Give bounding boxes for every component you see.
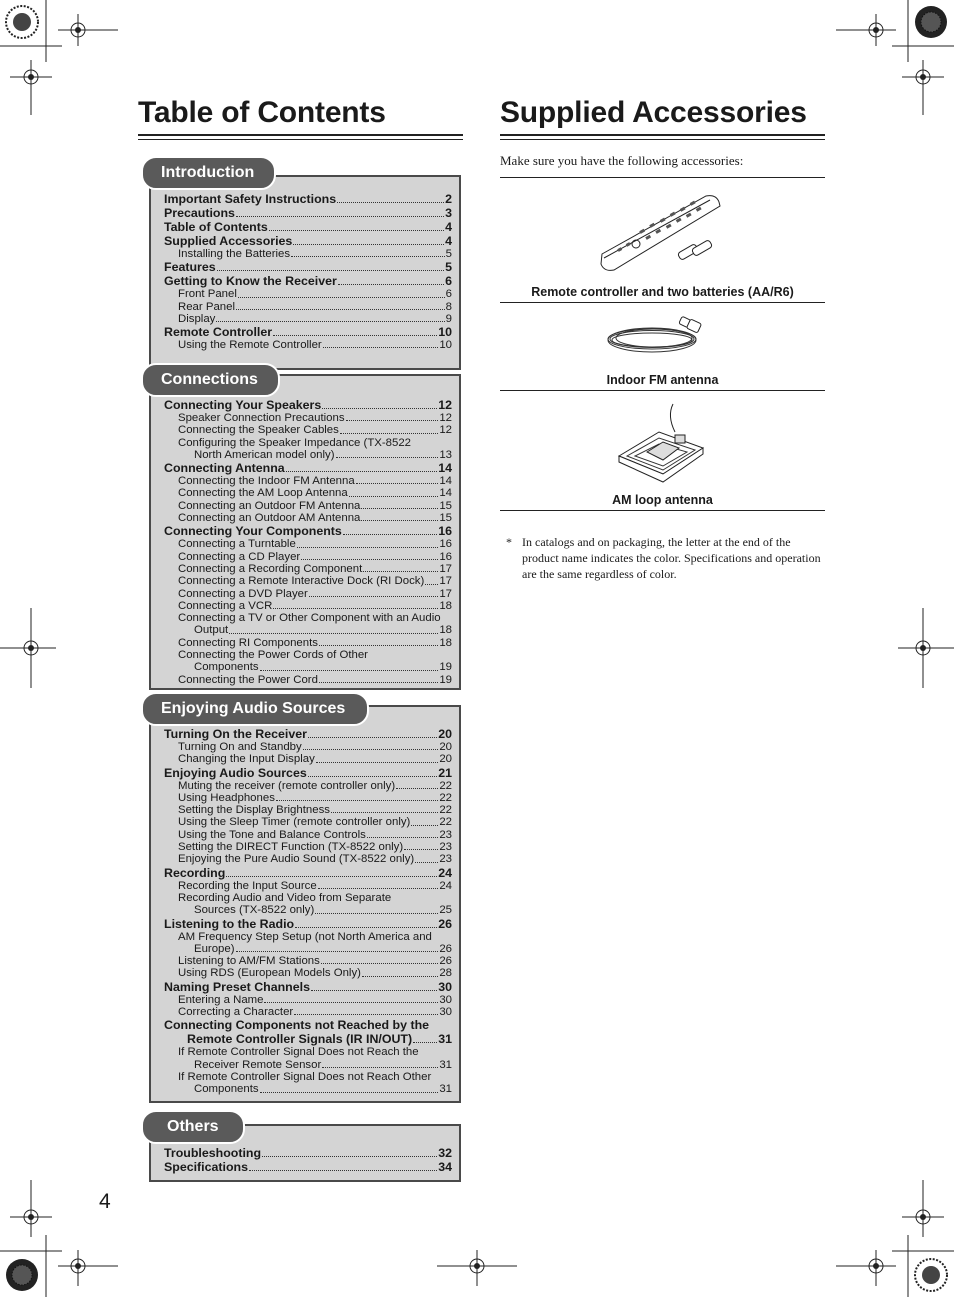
- toc-entry[interactable]: [164, 487, 452, 499]
- toc-entry-title: Connecting Your Speakers: [164, 398, 322, 412]
- toc-entry-title: Turning On the Receiver: [164, 727, 307, 741]
- toc-entry[interactable]: [164, 727, 452, 741]
- toc-entry-page: 5: [445, 248, 452, 260]
- toc-entry-title: Recording: [164, 865, 226, 880]
- toc-entry[interactable]: [164, 1071, 452, 1083]
- toc-entry-title: Muting the receiver (remote controller only): [178, 779, 396, 792]
- divider: [500, 390, 825, 391]
- toc-entry-title: Using the Tone and Balance Controls: [178, 828, 366, 841]
- dot-leader: [411, 825, 438, 826]
- toc-entry-title: Connecting Antenna: [164, 461, 285, 476]
- dot-leader: [361, 508, 438, 509]
- dot-leader: [260, 670, 439, 671]
- toc-entry-title: Connecting an Outdoor AM Antenna: [178, 512, 361, 525]
- toc-entry-title: Connecting Your Components: [164, 524, 342, 539]
- toc-entry-title: Using RDS (European Models Only): [178, 967, 361, 980]
- dot-leader: [260, 1092, 439, 1093]
- toc-entry-page: 5: [445, 260, 452, 275]
- toc-entry[interactable]: [164, 1059, 452, 1071]
- toc-entry-title: Connecting a Remote Interactive Dock (RI Dock): [178, 575, 425, 588]
- toc-entry[interactable]: [164, 1032, 452, 1046]
- dot-leader: [273, 335, 437, 336]
- toc-entry[interactable]: [164, 943, 452, 955]
- dot-leader: [346, 420, 439, 421]
- toc-entry-title: Supplied Accessories: [164, 234, 293, 248]
- crosshair-icon: [0, 14, 954, 1286]
- toc-entry-page: 31: [438, 1032, 452, 1047]
- toc-entry-page: 4: [445, 220, 452, 234]
- toc-entry[interactable]: [164, 841, 452, 853]
- toc-entry[interactable]: [164, 234, 452, 248]
- toc-entry[interactable]: [164, 248, 452, 260]
- toc-entry-title: Connecting Components not Reached by the: [164, 1018, 430, 1033]
- toc-entry-page: 12: [439, 424, 452, 437]
- dot-leader: [311, 990, 437, 991]
- toc-entry[interactable]: [164, 1146, 452, 1160]
- divider: [500, 510, 825, 511]
- toc-entry[interactable]: [164, 917, 452, 931]
- note-text: In catalogs and on packaging, the letter at the end of the product name indicates the color. Specifications and operation are the same regardless of color.: [522, 535, 821, 581]
- dot-leader: [361, 520, 438, 521]
- toc-entry-title: Specifications: [164, 1160, 249, 1174]
- toc-entry-title: Turning On and Standby: [178, 741, 302, 753]
- toc-entry-title: Components: [194, 1083, 259, 1096]
- toc-entry-title: Installing the Batteries: [178, 248, 291, 260]
- toc-entry-title: Entering a Name: [178, 993, 264, 1006]
- toc-entry[interactable]: [164, 563, 452, 575]
- toc-entry-title: Listening to AM/FM Stations: [178, 955, 320, 968]
- toc-entry-page: 8: [445, 300, 452, 313]
- dot-leader: [413, 1042, 437, 1043]
- toc-entry-page: 22: [439, 816, 452, 829]
- toc-entry[interactable]: [164, 967, 452, 979]
- toc-entry[interactable]: [164, 206, 452, 220]
- dot-leader: [226, 876, 437, 877]
- toc-entry[interactable]: [164, 220, 452, 234]
- toc-entry-title: Remote Controller: [164, 325, 273, 340]
- tab-enjoying-audio-sources[interactable]: [141, 692, 369, 726]
- toc-entry[interactable]: [164, 437, 452, 449]
- toc-entry-page: 15: [439, 499, 452, 512]
- toc-entry-page: 24: [439, 879, 452, 892]
- dot-leader: [337, 202, 444, 203]
- toc-entry-title: If Remote Controller Signal Does not Reach Other: [178, 1070, 432, 1083]
- toc-entry[interactable]: [164, 475, 452, 487]
- toc-entry-page: 10: [439, 339, 452, 352]
- accessory-caption-am-antenna: AM loop antenna: [612, 493, 713, 507]
- toc-entry-title: Using Headphones: [178, 791, 275, 804]
- dot-leader: [349, 496, 439, 497]
- toc-entry-page: 6: [445, 288, 452, 301]
- toc-entry-title: Changing the Input Display: [178, 753, 315, 766]
- toc-entry-title: Display: [178, 312, 216, 325]
- toc-entry-title: Remote Controller Signals (IR IN/OUT): [187, 1032, 413, 1047]
- toc-entry[interactable]: [164, 339, 452, 351]
- toc-entry-title: Connecting a DVD Player: [178, 587, 308, 600]
- toc-entries-introduction: [164, 192, 452, 351]
- toc-entry-title: Speaker Connection Precautions: [178, 412, 345, 424]
- toc-title-rule-thin: [138, 139, 463, 140]
- toc-title-rule: [138, 134, 463, 136]
- toc-entry-title: If Remote Controller Signal Does not Reach the: [178, 1046, 419, 1059]
- toc-entry[interactable]: [164, 904, 452, 916]
- tab-label: Connections: [161, 371, 258, 388]
- toc-entry-title: Sources (TX-8522 only): [194, 904, 315, 917]
- toc-entry[interactable]: [164, 931, 452, 943]
- toc-entry[interactable]: [164, 192, 452, 206]
- toc-entry-page: 18: [439, 636, 452, 649]
- toc-entry[interactable]: [164, 753, 452, 765]
- toc-entry[interactable]: [164, 260, 452, 274]
- toc-entry[interactable]: [164, 313, 452, 325]
- toc-entry-title: Connecting the Power Cords of Other: [178, 649, 368, 662]
- dot-leader: [249, 1170, 437, 1171]
- toc-entry[interactable]: [164, 1018, 452, 1032]
- toc-entry[interactable]: [164, 880, 452, 892]
- divider: [500, 177, 825, 178]
- toc-entry-title: Recording Audio and Video from Separate: [178, 891, 392, 904]
- dot-leader: [319, 645, 438, 646]
- toc-entry-page: 3: [445, 206, 452, 220]
- toc-entry-page: 26: [439, 955, 452, 968]
- dot-leader: [236, 951, 439, 952]
- accessories-title: Supplied Accessories: [500, 96, 807, 129]
- toc-entry-title: Connecting a VCR: [178, 599, 273, 612]
- toc-entry[interactable]: [164, 424, 452, 436]
- toc-entry-page: 18: [439, 624, 452, 637]
- toc-entry[interactable]: [164, 661, 452, 673]
- toc-entry[interactable]: [164, 612, 452, 624]
- toc-entry-page: 34: [438, 1160, 452, 1174]
- toc-entry-page: 22: [439, 779, 452, 792]
- toc-entry-title: Connecting an Outdoor FM Antenna: [178, 499, 361, 512]
- toc-entry-page: 10: [438, 325, 452, 340]
- remote-controller-illustration: [598, 192, 726, 274]
- toc-entry[interactable]: [164, 412, 452, 424]
- tab-others[interactable]: [141, 1110, 245, 1144]
- toc-entry[interactable]: [164, 301, 452, 313]
- dot-leader: [216, 321, 444, 322]
- toc-entry-page: 23: [439, 841, 452, 854]
- color-note: [500, 534, 825, 582]
- toc-entry-page: 20: [439, 741, 452, 753]
- am-loop-antenna-illustration: [615, 402, 707, 488]
- toc-entry[interactable]: [164, 461, 452, 475]
- toc-entry-page: 17: [439, 562, 452, 575]
- toc-entry-page: 14: [438, 461, 452, 476]
- toc-entry-title: Precautions: [164, 206, 235, 220]
- toc-entry-page: 31: [439, 1058, 452, 1071]
- toc-entry-title: Troubleshooting: [164, 1146, 262, 1160]
- toc-entry[interactable]: [164, 600, 452, 612]
- dot-leader: [308, 776, 437, 777]
- toc-entry-page: 23: [439, 828, 452, 841]
- toc-entry-page: 14: [439, 475, 452, 488]
- toc-entry[interactable]: [164, 955, 452, 967]
- toc-entry-title: Europe): [194, 942, 235, 955]
- toc-entry[interactable]: [164, 853, 452, 865]
- toc-entry-page: 24: [438, 865, 452, 880]
- toc-entry[interactable]: [164, 674, 452, 686]
- dot-leader: [303, 749, 439, 750]
- toc-entry-title: Output: [194, 624, 229, 637]
- toc-entry-title: Connecting a TV or Other Component with an Audio: [178, 612, 441, 625]
- toc-entry-title: Connecting a Recording Component: [178, 562, 363, 575]
- toc-entry[interactable]: [164, 1160, 452, 1174]
- toc-entries-others: [164, 1146, 452, 1174]
- toc-entry[interactable]: [164, 588, 452, 600]
- toc-entry-page: 21: [438, 765, 452, 780]
- toc-entry-title: Table of Contents: [164, 220, 268, 234]
- dot-leader: [217, 270, 444, 271]
- dot-leader: [236, 309, 445, 310]
- toc-entry-page: 17: [439, 575, 452, 588]
- toc-entry[interactable]: [164, 551, 452, 563]
- toc-entry[interactable]: [164, 449, 452, 461]
- toc-entry[interactable]: [164, 538, 452, 550]
- toc-entry-title: Setting the Display Brightness: [178, 804, 330, 817]
- dot-leader: [262, 1156, 437, 1157]
- dot-leader: [321, 963, 439, 964]
- toc-entry-page: 20: [438, 727, 452, 741]
- toc-entry-title: Using the Remote Controller: [178, 339, 322, 352]
- toc-entry-page: 6: [445, 274, 452, 289]
- toc-entry-title: Receiver Remote Sensor: [194, 1058, 322, 1071]
- toc-entry[interactable]: [164, 325, 452, 339]
- toc-entry-page: 9: [445, 312, 452, 325]
- toc-entry-title: Connecting the Indoor FM Antenna: [178, 475, 355, 488]
- toc-entry[interactable]: [164, 575, 452, 587]
- toc-entry-page: 31: [439, 1083, 452, 1096]
- toc-entry-title: Enjoying the Pure Audio Sound (TX-8522 only): [178, 853, 415, 866]
- toc-entry-page: 26: [439, 942, 452, 955]
- toc-entry[interactable]: [164, 1006, 452, 1018]
- dot-leader: [323, 347, 439, 348]
- tab-label: Introduction: [161, 164, 255, 181]
- dot-leader: [338, 284, 444, 285]
- toc-entry-title: Components: [194, 661, 259, 674]
- toc-entry-page: 16: [439, 538, 452, 551]
- toc-entries-audio: [164, 727, 452, 1096]
- toc-entry[interactable]: [164, 624, 452, 636]
- dot-leader: [273, 608, 438, 609]
- dot-leader: [425, 584, 438, 585]
- dot-leader: [276, 800, 438, 801]
- toc-entry-page: 14: [439, 487, 452, 500]
- accessories-title-rule-thin: [500, 139, 825, 140]
- page-number: 4: [99, 1190, 111, 1213]
- accessories-intro: Make sure you have the following accessories:: [500, 153, 744, 168]
- toc-entry-page: 18: [439, 599, 452, 612]
- toc-entry-title: Connecting the Power Cord: [178, 673, 318, 686]
- tab-label: Enjoying Audio Sources: [161, 700, 346, 717]
- toc-entry[interactable]: [164, 398, 452, 412]
- fm-antenna-illustration: [604, 313, 708, 357]
- toc-entry-title: Getting to Know the Receiver: [164, 274, 337, 289]
- toc-entry[interactable]: [164, 1083, 452, 1095]
- toc-entry[interactable]: [164, 866, 452, 880]
- dot-leader: [264, 1002, 438, 1003]
- toc-entry[interactable]: [164, 1046, 452, 1058]
- toc-entry-page: 22: [439, 791, 452, 804]
- toc-entry[interactable]: [164, 792, 452, 804]
- toc-entry[interactable]: [164, 741, 452, 753]
- dot-leader: [295, 927, 437, 928]
- dot-leader: [415, 862, 438, 863]
- dot-leader: [343, 534, 437, 535]
- dot-leader: [396, 788, 438, 789]
- dot-leader: [367, 837, 438, 838]
- toc-entry[interactable]: [164, 780, 452, 792]
- target-icon: [6, 6, 947, 1291]
- dot-leader: [331, 812, 438, 813]
- toc-entry-page: 15: [439, 512, 452, 525]
- dot-leader: [229, 633, 438, 634]
- toc-entry[interactable]: [164, 980, 452, 994]
- toc-entry[interactable]: [164, 994, 452, 1006]
- dot-leader: [322, 408, 437, 409]
- toc-entry[interactable]: [164, 512, 452, 524]
- dot-leader: [286, 471, 438, 472]
- toc-entry-page: 2: [445, 192, 452, 206]
- toc-entry-page: 17: [439, 587, 452, 600]
- toc-entry-title: Setting the DIRECT Function (TX-8522 only): [178, 841, 404, 854]
- dot-leader: [319, 682, 438, 683]
- toc-entry-title: Recording the Input Source: [178, 879, 317, 892]
- tab-label: Others: [167, 1118, 219, 1135]
- toc-entry-title: Connecting a CD Player: [178, 550, 301, 563]
- toc-entry-title: Naming Preset Channels: [164, 979, 310, 994]
- toc-title: Table of Contents: [138, 96, 386, 129]
- toc-entry-page: 26: [438, 916, 452, 931]
- divider: [500, 302, 825, 303]
- toc-entry[interactable]: [164, 804, 452, 816]
- toc-entry-title: Configuring the Speaker Impedance (TX-8522: [178, 436, 412, 449]
- dot-leader: [308, 737, 437, 738]
- toc-entry-page: 20: [439, 753, 452, 766]
- toc-entry-title: AM Frequency Step Setup (not North America and: [178, 930, 432, 943]
- dot-leader: [294, 1014, 438, 1015]
- toc-entry-page: 12: [438, 398, 452, 412]
- toc-entry-page: 22: [439, 804, 452, 817]
- accessories-title-rule: [500, 134, 825, 136]
- toc-entry-page: 25: [439, 904, 452, 917]
- toc-entry-title: Rear Panel: [178, 300, 235, 313]
- dot-leader: [322, 1067, 438, 1068]
- toc-entry-title: Correcting a Character: [178, 1006, 294, 1019]
- toc-entry[interactable]: [164, 829, 452, 841]
- toc-entry-page: 13: [439, 448, 452, 461]
- toc-entry-page: 12: [439, 412, 452, 424]
- dot-leader: [301, 559, 438, 560]
- toc-entry-title: Features: [164, 260, 216, 275]
- toc-entry-page: 16: [439, 550, 452, 563]
- dot-leader: [269, 230, 444, 231]
- toc-entry[interactable]: [164, 649, 452, 661]
- toc-entries-connections: [164, 398, 452, 686]
- dot-leader: [315, 913, 438, 914]
- dot-leader: [297, 547, 439, 548]
- dot-leader: [291, 256, 445, 257]
- dot-leader: [238, 297, 445, 298]
- toc-entry-title: Connecting a Turntable: [178, 538, 296, 551]
- toc-entry-title: Connecting the Speaker Cables: [178, 424, 339, 437]
- dot-leader: [293, 244, 444, 245]
- dot-leader: [236, 216, 444, 217]
- note-asterisk: *: [506, 535, 512, 549]
- toc-entry-title: Important Safety Instructions: [164, 192, 337, 206]
- toc-entry-page: 28: [439, 967, 452, 980]
- dot-leader: [336, 457, 439, 458]
- dot-leader: [340, 433, 438, 434]
- toc-entry-page: 30: [438, 979, 452, 994]
- tab-connections[interactable]: [141, 363, 280, 397]
- dot-leader: [363, 571, 438, 572]
- toc-entry[interactable]: [164, 892, 452, 904]
- toc-entry[interactable]: [164, 637, 452, 649]
- toc-entry-page: 23: [439, 853, 452, 866]
- toc-entry-title: Enjoying Audio Sources: [164, 765, 307, 780]
- dot-leader: [316, 762, 439, 763]
- toc-entry-title: Using the Sleep Timer (remote controller only): [178, 816, 411, 829]
- dot-leader: [404, 849, 438, 850]
- toc-entry-page: 30: [439, 1006, 452, 1019]
- dot-leader: [309, 596, 439, 597]
- toc-entry-page: 4: [445, 234, 452, 248]
- toc-entry-title: Connecting the AM Loop Antenna: [178, 487, 348, 500]
- toc-entry-page: 19: [439, 673, 452, 686]
- tab-introduction[interactable]: [141, 156, 276, 190]
- toc-entry-page: 32: [438, 1146, 452, 1160]
- accessory-caption-remote: Remote controller and two batteries (AA/R6): [531, 285, 794, 299]
- dot-leader: [356, 483, 439, 484]
- toc-entry[interactable]: [164, 524, 452, 538]
- toc-entry-title: North American model only): [194, 448, 335, 461]
- toc-entry[interactable]: [164, 500, 452, 512]
- dot-leader: [362, 976, 438, 977]
- toc-entry-title: Front Panel: [178, 288, 237, 301]
- dot-leader: [318, 888, 439, 889]
- toc-entry[interactable]: [164, 766, 452, 780]
- toc-entry[interactable]: [164, 288, 452, 300]
- toc-entry-page: 19: [439, 661, 452, 674]
- toc-entry[interactable]: [164, 274, 452, 288]
- accessory-caption-fm-antenna: Indoor FM antenna: [606, 373, 719, 387]
- toc-entry-title: Listening to the Radio: [164, 916, 295, 931]
- toc-entry-title: Connecting RI Components: [178, 636, 318, 649]
- toc-entry-page: 30: [439, 993, 452, 1006]
- toc-entry-page: 16: [438, 524, 452, 539]
- toc-entry[interactable]: [164, 816, 452, 828]
